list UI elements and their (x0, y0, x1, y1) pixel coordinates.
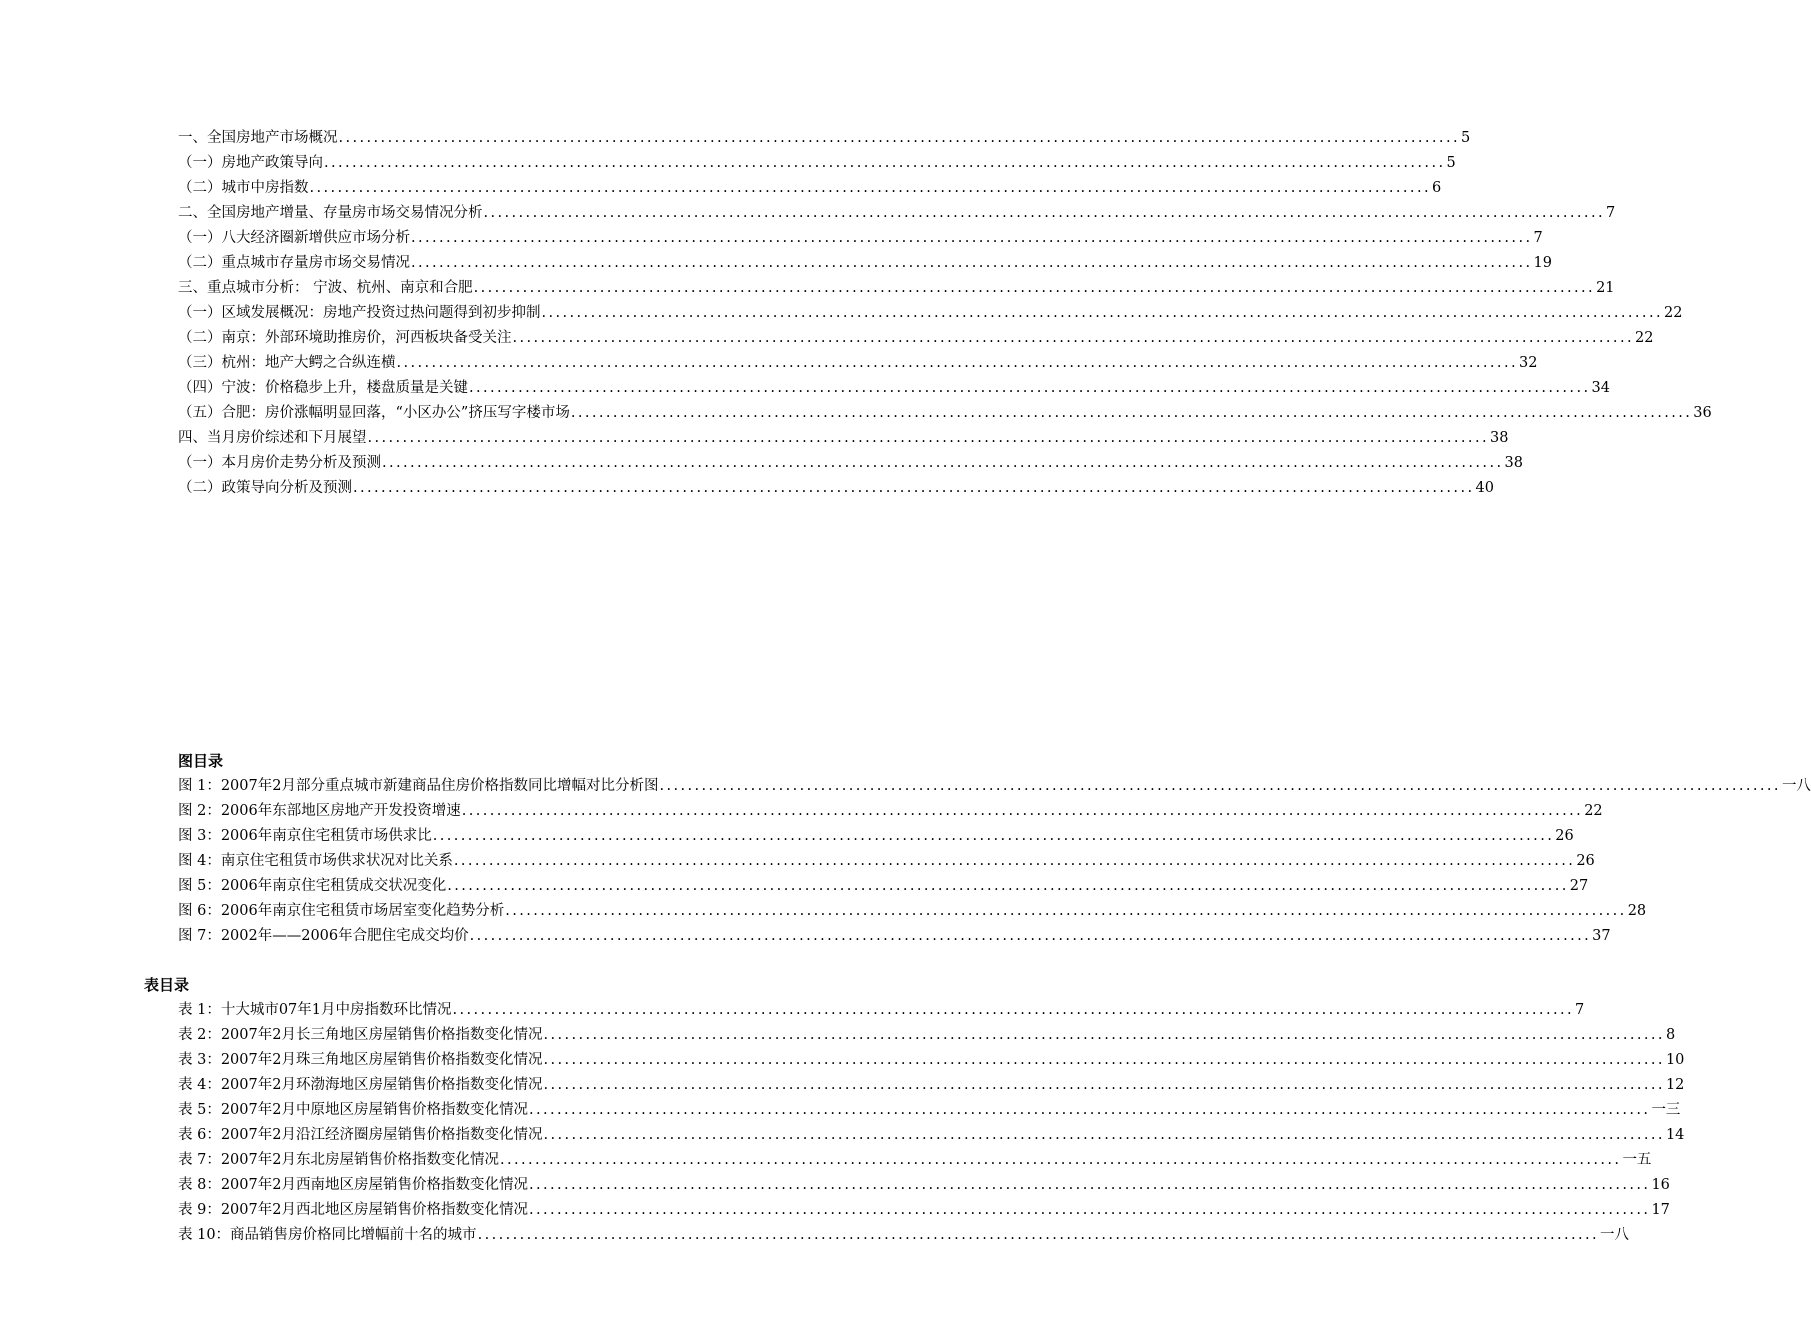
toc-entry-page-number: 5 (1446, 155, 1456, 171)
toc-entry-page-number: 38 (1489, 430, 1509, 446)
dot-leader: ................................................................................................................................................................ (528, 1102, 1651, 1118)
figure-entry[interactable] (178, 849, 1595, 874)
toc-entry-page-number: 32 (1518, 355, 1538, 371)
toc-entry[interactable] (178, 201, 1616, 226)
dot-leader: ................................................................................................................................................................ (461, 803, 1584, 819)
figure-entry-title: 图 3：2006年南京住宅租赁市场供求比 (178, 828, 432, 844)
table-entry-title: 表 10：商品销售房价格同比增幅前十名的城市 (178, 1227, 477, 1243)
dot-leader: ................................................................................................................................................................ (338, 130, 1460, 146)
dot-leader: ................................................................................................................................................................ (543, 1077, 1665, 1093)
figure-entry-page-number: 一八 (1781, 778, 1811, 794)
dot-leader: ................................................................................................................................................................ (543, 1127, 1665, 1143)
dot-leader: ................................................................................................................................................................ (499, 1152, 1622, 1168)
table-entry-page-number: 17 (1651, 1202, 1670, 1218)
dot-leader: ................................................................................................................................................................ (543, 1027, 1665, 1043)
toc-entry-title: （三）杭州：地产大鳄之合纵连横 (178, 355, 396, 371)
table-entry[interactable] (178, 1148, 1652, 1173)
figure-entry-page-number: 27 (1569, 878, 1589, 894)
dot-leader: ................................................................................................................................................................ (411, 230, 1533, 246)
toc-entry[interactable] (178, 401, 1712, 426)
table-of-contents (178, 126, 1712, 501)
toc-entry[interactable] (178, 451, 1523, 476)
toc-entry[interactable] (178, 176, 1442, 201)
figure-list (178, 774, 1811, 949)
toc-entry-page-number: 22 (1634, 330, 1654, 346)
figure-list-heading: 图目录 (178, 752, 224, 770)
dot-leader: ................................................................................................................................................................ (353, 480, 1475, 496)
table-entry-title: 表 1：十大城市07年1月中房指数环比情况 (178, 1002, 452, 1018)
table-entry[interactable] (178, 1048, 1685, 1073)
dot-leader: ................................................................................................................................................................ (324, 155, 1446, 171)
toc-entry[interactable] (178, 251, 1552, 276)
figure-entry[interactable] (178, 899, 1647, 924)
table-entry-page-number: 8 (1665, 1027, 1676, 1043)
figure-entry-title: 图 6：2006年南京住宅租赁市场居室变化趋势分析 (178, 903, 505, 919)
toc-entry[interactable] (178, 426, 1509, 451)
table-entry-title: 表 5：2007年2月中原地区房屋销售价格指数变化情况 (178, 1102, 528, 1118)
dot-leader: ................................................................................................................................................................ (570, 405, 1693, 421)
toc-entry[interactable] (178, 376, 1610, 401)
table-entry[interactable] (178, 1123, 1685, 1148)
toc-entry[interactable] (178, 476, 1494, 501)
figure-entry-title: 图 4：南京住宅租赁市场供求状况对比关系 (178, 853, 453, 869)
dot-leader: ................................................................................................................................................................ (447, 878, 1569, 894)
toc-entry-title: 三、重点城市分析： 宁波、杭州、南京和合肥 (178, 280, 473, 296)
dot-leader: ................................................................................................................................................................ (309, 180, 1431, 196)
dot-leader: ................................................................................................................................................................ (411, 255, 1533, 271)
dot-leader: ................................................................................................................................................................ (505, 903, 1627, 919)
dot-leader: ................................................................................................................................................................ (432, 828, 1555, 844)
toc-entry-title: （一）八大经济圈新增供应市场分析 (178, 230, 410, 246)
table-entry-title: 表 8：2007年2月西南地区房屋销售价格指数变化情况 (178, 1177, 528, 1193)
figure-entry-page-number: 26 (1576, 853, 1595, 869)
figure-entry-page-number: 22 (1584, 803, 1603, 819)
toc-entry-title: （二）重点城市存量房市场交易情况 (178, 255, 410, 271)
figure-entry-page-number: 37 (1592, 928, 1611, 944)
table-entry-page-number: 14 (1665, 1127, 1685, 1143)
table-entry-title: 表 4：2007年2月环渤海地区房屋销售价格指数变化情况 (178, 1077, 543, 1093)
dot-leader: ................................................................................................................................................................ (477, 1227, 1600, 1243)
toc-entry-page-number: 19 (1533, 255, 1552, 271)
figure-entry-title: 图 7：2002年——2006年合肥住宅成交均价 (178, 928, 469, 944)
toc-entry-title: 一、全国房地产市场概况 (178, 130, 338, 146)
table-entry-title: 表 9：2007年2月西北地区房屋销售价格指数变化情况 (178, 1202, 528, 1218)
table-list-heading: 表目录 (144, 976, 190, 994)
toc-entry-title: （二）政策导向分析及预测 (178, 480, 352, 496)
dot-leader: ................................................................................................................................................................ (659, 778, 1781, 794)
toc-entry-title: （二）南京：外部环境助推房价，河西板块备受关注 (178, 330, 512, 346)
toc-entry-page-number: 22 (1663, 305, 1683, 321)
toc-entry-page-number: 6 (1431, 180, 1442, 196)
table-entry-title: 表 2：2007年2月长三角地区房屋销售价格指数变化情况 (178, 1027, 543, 1043)
dot-leader: ................................................................................................................................................................ (543, 1052, 1665, 1068)
toc-entry-title: （一）本月房价走势分析及预测 (178, 455, 381, 471)
toc-entry-title: 二、全国房地产增量、存量房市场交易情况分析 (178, 205, 483, 221)
dot-leader: ................................................................................................................................................................ (512, 330, 1634, 346)
table-entry[interactable] (178, 1023, 1676, 1048)
table-entry-page-number: 一三 (1651, 1102, 1681, 1118)
figure-entry[interactable] (178, 824, 1574, 849)
dot-leader: ................................................................................................................................................................ (396, 355, 1518, 371)
dot-leader: ................................................................................................................................................................ (473, 280, 1596, 296)
toc-entry-page-number: 5 (1460, 130, 1471, 146)
table-entry-title: 表 6：2007年2月沿江经济圈房屋销售价格指数变化情况 (178, 1127, 543, 1143)
toc-entry-page-number: 7 (1533, 230, 1543, 246)
toc-entry-title: （五）合肥：房价涨幅明显回落，“小区办公”挤压写字楼市场 (178, 405, 570, 421)
table-entry[interactable] (178, 1198, 1670, 1223)
toc-entry-page-number: 38 (1504, 455, 1523, 471)
toc-entry-title: 四、当月房价综述和下月展望 (178, 430, 367, 446)
table-entry-page-number: 16 (1651, 1177, 1670, 1193)
dot-leader: ................................................................................................................................................................ (452, 1002, 1574, 1018)
table-entry-page-number: 7 (1574, 1002, 1585, 1018)
toc-entry[interactable] (178, 276, 1615, 301)
table-entry-page-number: 一八 (1600, 1227, 1630, 1243)
toc-entry[interactable] (178, 226, 1543, 251)
toc-entry[interactable] (178, 151, 1456, 176)
toc-entry-title: （四）宁波：价格稳步上升，楼盘质量是关键 (178, 380, 468, 396)
dot-leader: ................................................................................................................................................................ (528, 1177, 1651, 1193)
table-entry[interactable] (178, 1098, 1681, 1123)
toc-entry-title: （二）城市中房指数 (178, 180, 309, 196)
table-entry[interactable] (178, 998, 1585, 1023)
table-entry[interactable] (178, 1073, 1685, 1098)
toc-entry-page-number: 40 (1475, 480, 1494, 496)
toc-entry-page-number: 34 (1591, 380, 1610, 396)
toc-entry[interactable] (178, 126, 1471, 151)
figure-entry-title: 图 1：2007年2月部分重点城市新建商品住房价格指数同比增幅对比分析图 (178, 778, 659, 794)
figure-entry-title: 图 5：2006年南京住宅租赁成交状况变化 (178, 878, 447, 894)
table-entry-page-number: 10 (1665, 1052, 1685, 1068)
dot-leader: ................................................................................................................................................................ (483, 205, 1605, 221)
figure-entry[interactable] (178, 874, 1589, 899)
dot-leader: ................................................................................................................................................................ (469, 380, 1591, 396)
dot-leader: ................................................................................................................................................................ (541, 305, 1663, 321)
dot-leader: ................................................................................................................................................................ (367, 430, 1489, 446)
figure-entry[interactable] (178, 799, 1603, 824)
dot-leader: ................................................................................................................................................................ (469, 928, 1592, 944)
table-entry-page-number: 一五 (1622, 1152, 1652, 1168)
table-entry[interactable] (178, 1223, 1630, 1248)
toc-entry-title: （一）房地产政策导向 (178, 155, 323, 171)
figure-entry-title: 图 2：2006年东部地区房地产开发投资增速 (178, 803, 461, 819)
table-list (178, 998, 1685, 1248)
toc-entry-page-number: 7 (1605, 205, 1616, 221)
dot-leader: ................................................................................................................................................................ (528, 1202, 1651, 1218)
figure-entry[interactable] (178, 924, 1611, 949)
figure-entry[interactable] (178, 774, 1811, 799)
toc-entry[interactable] (178, 326, 1654, 351)
table-entry-page-number: 12 (1665, 1077, 1685, 1093)
table-entry-title: 表 7：2007年2月东北房屋销售价格指数变化情况 (178, 1152, 499, 1168)
dot-leader: ................................................................................................................................................................ (382, 455, 1504, 471)
toc-entry-title: （一）区域发展概况：房地产投资过热问题得到初步抑制 (178, 305, 541, 321)
figure-entry-page-number: 28 (1627, 903, 1647, 919)
toc-entry-page-number: 21 (1596, 280, 1615, 296)
toc-entry[interactable] (178, 351, 1538, 376)
dot-leader: ................................................................................................................................................................ (453, 853, 1576, 869)
toc-entry[interactable] (178, 301, 1683, 326)
table-entry[interactable] (178, 1173, 1670, 1198)
toc-entry-page-number: 36 (1693, 405, 1712, 421)
table-entry-title: 表 3：2007年2月珠三角地区房屋销售价格指数变化情况 (178, 1052, 543, 1068)
figure-entry-page-number: 26 (1555, 828, 1574, 844)
